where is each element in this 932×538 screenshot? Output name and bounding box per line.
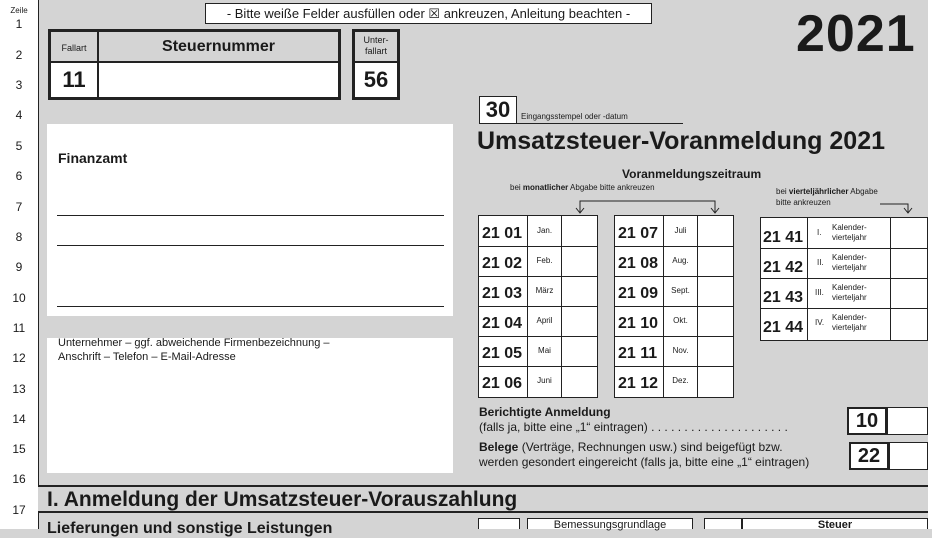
month-label: Dez.: [663, 366, 698, 397]
month-row-okt: [615, 306, 733, 337]
month-label: April: [527, 306, 562, 336]
quarter-text-line2: vierteljahr: [832, 263, 867, 272]
month-checkbox[interactable]: [562, 216, 597, 246]
steuernummer-label: Steuernummer: [162, 38, 275, 55]
quarter-roman: II.: [817, 258, 824, 267]
month-row-feb: [479, 246, 597, 277]
finanzamt-label: Finanzamt: [58, 150, 128, 166]
month-checkbox[interactable]: [562, 336, 597, 366]
monthly-instruction: [510, 183, 655, 192]
row17-steuer-header: Steuer: [742, 518, 928, 529]
zeile-number: 6: [15, 169, 23, 183]
month-checkbox[interactable]: [698, 366, 733, 397]
zeile-number: 17: [12, 503, 26, 517]
month-checkbox[interactable]: [562, 306, 597, 336]
belege-instruction-line1: (Verträge, Rechnungen usw.) sind beigefügt bzw.: [518, 440, 783, 454]
quarter-text-line1: Kalender-: [832, 313, 867, 322]
month-row-aug: [615, 246, 733, 277]
quarter-roman: IV.: [815, 318, 825, 327]
month-label: Okt.: [663, 306, 698, 336]
zeile-number: 3: [15, 78, 23, 92]
month-label: Feb.: [527, 246, 562, 276]
quarter-text-line2: vierteljahr: [832, 323, 867, 332]
address-line: [57, 245, 444, 246]
unternehmer-label: [58, 336, 330, 364]
month-row-april: [479, 306, 597, 337]
unterfallart-label-line2: fallart: [364, 46, 387, 56]
row17-code-box: [478, 518, 520, 529]
unternehmer-box[interactable]: [47, 338, 453, 473]
month-code: 21 09: [618, 285, 659, 302]
month-checkbox[interactable]: [698, 216, 733, 246]
zeile-label: Zeile: [10, 6, 28, 15]
unternehmer-label-line2: Anschrift – Telefon – E-Mail-Adresse: [58, 351, 236, 363]
fallart-label: Fallart: [51, 32, 99, 61]
monthly-instruction-prefix: bei: [510, 183, 523, 192]
quarter-text-line1: Kalender-: [832, 253, 867, 262]
quarter-row-3: [761, 278, 927, 309]
monthly-grid-second-half: [614, 215, 734, 398]
month-label: Sept.: [663, 276, 698, 306]
page-edge: [928, 0, 932, 529]
month-label: Mai: [527, 336, 562, 366]
monthly-arrow-icon: [570, 196, 730, 216]
quarter-row-4: [761, 308, 927, 340]
finanzamt-box[interactable]: [47, 124, 453, 316]
quarterly-instruction: [776, 186, 878, 208]
month-checkbox[interactable]: [562, 246, 597, 276]
quarterly-grid: [760, 217, 928, 341]
quarterly-arrow-icon: [880, 196, 920, 216]
quarter-text-line2: vierteljahr: [832, 293, 867, 302]
quarter-text: [832, 313, 867, 333]
fallart-value: 11: [51, 61, 99, 97]
quarter-code: 21 42: [763, 259, 804, 276]
month-checkbox[interactable]: [698, 276, 733, 306]
zeile-number: 15: [12, 442, 26, 456]
month-row-maerz: [479, 276, 597, 307]
quarter-text-line1: Kalender-: [832, 223, 867, 232]
zeile-number: 11: [12, 321, 26, 335]
quarter-label: [807, 278, 891, 308]
zeile-number: 13: [12, 382, 26, 396]
form-title: Umsatzsteuer-Voranmeldung 2021: [477, 127, 885, 155]
quarter-text-line2: vierteljahr: [832, 233, 867, 242]
month-checkbox[interactable]: [698, 306, 733, 336]
month-code: 21 12: [618, 375, 659, 392]
zeile-number: 12: [12, 351, 26, 365]
month-code: 21 10: [618, 315, 659, 332]
steuernummer-block: [48, 29, 341, 100]
month-checkbox[interactable]: [562, 366, 597, 397]
quarter-label: [807, 248, 891, 278]
zeile-number: 9: [15, 260, 23, 274]
zeile-number: 4: [15, 108, 23, 122]
month-code: 21 04: [482, 315, 523, 332]
row17-label: Lieferungen und sonstige Leistungen: [47, 520, 333, 537]
zeile-number: 8: [15, 230, 23, 244]
belege-instruction-line2: werden gesondert eingereicht (falls ja, bitte eine „1“ eintragen): [479, 455, 810, 469]
quarterly-instruction-prefix: bei: [776, 187, 789, 196]
zeile-number: 2: [15, 48, 23, 62]
row17-code-box: [704, 518, 742, 529]
month-code: 21 06: [482, 375, 523, 392]
steuernummer-field[interactable]: [99, 61, 338, 97]
month-label: Jan.: [527, 216, 562, 246]
banner-text-start: - Bitte weiße Felder ausfüllen oder: [226, 6, 425, 21]
quarter-code: 21 44: [763, 319, 804, 336]
quarterly-instruction-line2: bitte ankreuzen: [776, 198, 831, 207]
month-row-juni: [479, 366, 597, 397]
month-label: Aug.: [663, 246, 698, 276]
month-label: Juli: [663, 216, 698, 246]
unterfallart-label: [355, 35, 397, 57]
month-code: 21 07: [618, 225, 659, 242]
address-line: [57, 215, 444, 216]
quarter-row-1: [761, 218, 927, 249]
month-checkbox[interactable]: [698, 336, 733, 366]
instruction-banner: [205, 3, 652, 24]
belege-code: 22: [849, 442, 889, 470]
quarter-row-2: [761, 248, 927, 279]
quarter-checkbox[interactable]: [890, 278, 927, 308]
quarter-text-line1: Kalender-: [832, 283, 867, 292]
quarter-text: [832, 223, 867, 243]
berichtigt-input[interactable]: [887, 407, 928, 435]
quarter-checkbox[interactable]: [890, 218, 927, 248]
month-label: Nov.: [663, 336, 698, 366]
month-row-sept: [615, 276, 733, 307]
zeile-number: 7: [15, 200, 23, 214]
stamp-underline: [517, 123, 683, 124]
banner-text-end: ankreuzen, Anleitung beachten -: [443, 6, 631, 21]
stamp-code: 30: [479, 96, 517, 124]
quarterly-instruction-bold: vierteljährlicher: [788, 187, 849, 196]
month-label: Juni: [527, 366, 562, 397]
quarter-roman: I.: [817, 228, 822, 237]
zeile-number: 14: [12, 412, 26, 426]
quarter-code: 21 41: [763, 229, 804, 246]
unterfallart-value: 56: [355, 61, 397, 97]
month-checkbox[interactable]: [698, 246, 733, 276]
belege-title: Belege: [479, 440, 519, 454]
zeile-number: 16: [12, 472, 26, 486]
quarter-text: [832, 253, 867, 273]
month-row-mai: [479, 336, 597, 367]
belege-section: [479, 440, 809, 470]
berichtigt-section: [479, 405, 788, 435]
section-1-title: I. Anmeldung der Umsatzsteuer-Vorauszahlung: [47, 488, 518, 511]
zeile-number: 10: [12, 291, 26, 305]
month-code: 21 11: [618, 345, 658, 362]
unternehmer-label-line1: Unternehmer – ggf. abweichende Firmenbezeichnung –: [58, 337, 330, 349]
month-row-juli: [615, 216, 733, 247]
address-line: [57, 306, 444, 307]
monthly-instruction-bold: monatlicher: [522, 183, 569, 192]
section-1-header: [38, 485, 928, 513]
belege-input[interactable]: [889, 442, 928, 470]
month-label: März: [527, 276, 562, 306]
quarter-text: [832, 283, 867, 303]
month-code: 21 03: [482, 285, 523, 302]
zeile-number: 5: [15, 139, 23, 153]
quarter-code: 21 43: [763, 289, 804, 306]
quarter-checkbox[interactable]: [890, 308, 927, 340]
monthly-instruction-suffix: Abgabe bitte ankreuzen: [568, 183, 655, 192]
quarter-label: [807, 308, 891, 340]
stamp-label: Eingangsstempel oder -datum: [521, 112, 628, 121]
row17-bemessung-header: Bemessungsgrundlage: [527, 518, 693, 529]
zeitraum-title: Voranmeldungszeitraum: [622, 167, 762, 181]
unterfallart-block: [352, 29, 400, 100]
month-row-dez: [615, 366, 733, 397]
zeile-column: [0, 0, 39, 529]
quarter-label: [807, 218, 891, 248]
berichtigt-instruction: (falls ja, bitte eine „1“ eintragen) . . . . . . . . . . . . . . . . . . . . .: [479, 420, 788, 434]
month-code: 21 01: [482, 225, 523, 242]
month-code: 21 08: [618, 255, 659, 272]
berichtigt-code: 10: [847, 407, 887, 435]
form-year: 2021: [796, 5, 916, 63]
quarter-checkbox[interactable]: [890, 248, 927, 278]
zeile-number: 1: [15, 17, 23, 31]
month-code: 21 02: [482, 255, 523, 272]
quarter-roman: III.: [815, 288, 824, 297]
month-checkbox[interactable]: [562, 276, 597, 306]
quarterly-instruction-suffix: Abgabe: [848, 187, 878, 196]
berichtigt-title: Berichtigte Anmeldung: [479, 405, 611, 419]
month-code: 21 05: [482, 345, 523, 362]
month-row-jan: [479, 216, 597, 247]
checkbox-example-icon: ☒: [428, 6, 441, 21]
monthly-grid-first-half: [478, 215, 598, 398]
unterfallart-label-line1: Unter-: [363, 35, 389, 45]
month-row-nov: [615, 336, 733, 367]
